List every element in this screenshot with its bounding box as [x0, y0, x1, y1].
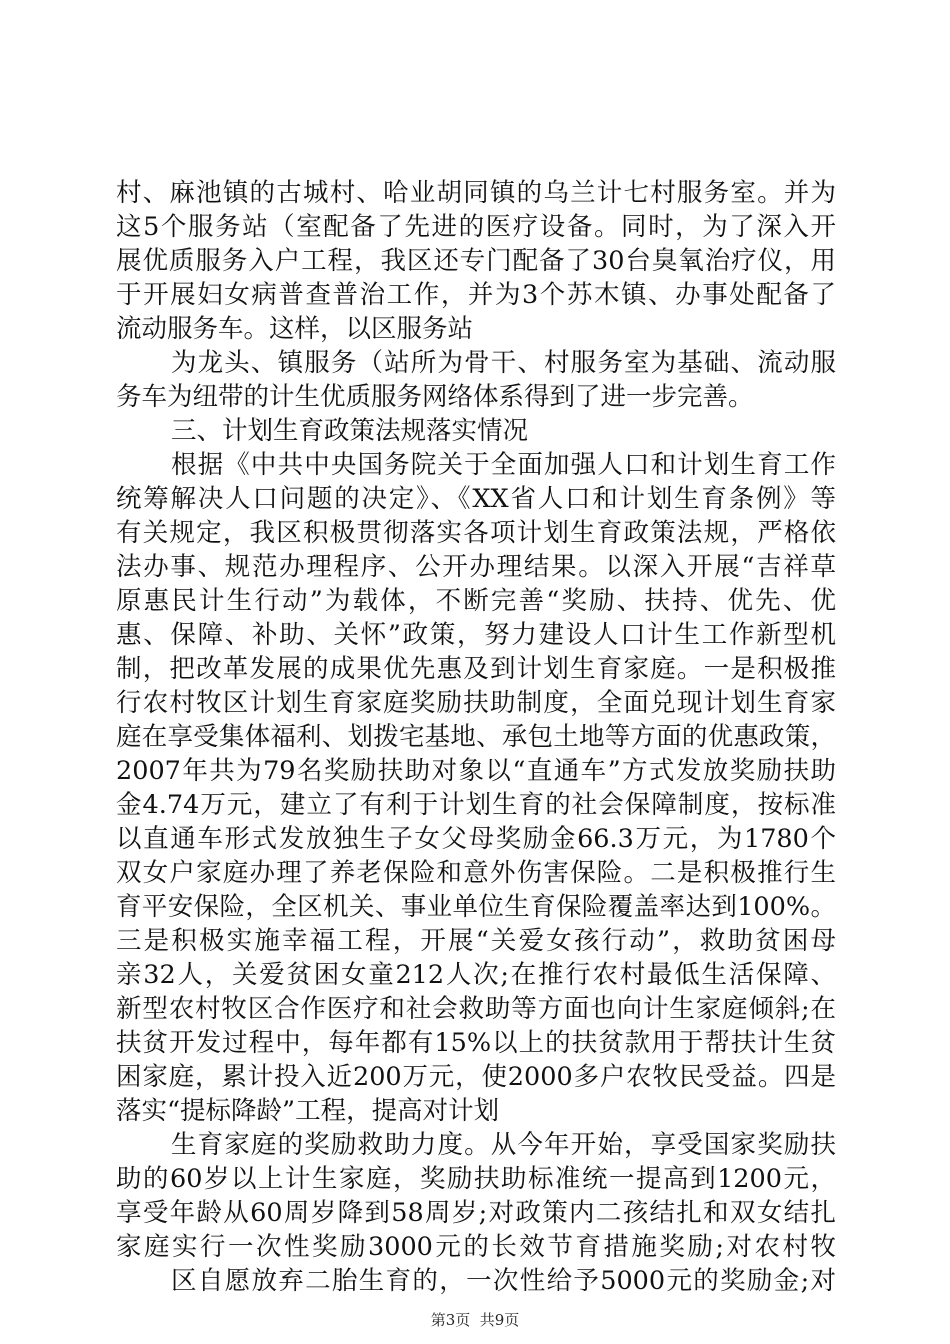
text-line: 于开展妇女病普查普治工作，并为3个苏木镇、办事处配备了 [116, 280, 836, 310]
text-line: 落实“提标降龄”工程，提高对计划 [116, 1096, 500, 1126]
text-line: 2007年共为79名奖励扶助对象以“直通车”方式发放奖励扶助 [116, 756, 836, 786]
text-line: 法办事、规范办理程序、公开办理结果。以深入开展“吉祥草 [116, 552, 836, 582]
text-line: 惠、保障、补助、关怀”政策，努力建设人口计生工作新型机 [116, 620, 836, 650]
text-line: 家庭实行一次性奖励3000元的长效节育措施奖励;对农村牧 [116, 1232, 836, 1262]
text-line: 金4.74万元，建立了有利于计划生育的社会保障制度，按标准 [116, 790, 836, 820]
page-footer: 第3页 共9页 [430, 1311, 520, 1329]
text-line: 原惠民计生行动”为载体，不断完善“奖励、扶持、优先、优 [116, 586, 836, 616]
text-line: 新型农村牧区合作医疗和社会救助等方面也向计生家庭倾斜;在 [116, 994, 836, 1024]
text-line: 统筹解决人口问题的决定》、《XX省人口和计划生育条例》等 [116, 484, 836, 514]
text-line: 生育家庭的奖励救助力度。从今年开始，享受国家奖励扶 [171, 1130, 836, 1160]
text-line: 为龙头、镇服务（站所为骨干、村服务室为基础、流动服 [171, 348, 836, 378]
text-line: 展优质服务入户工程，我区还专门配备了30台臭氧治疗仪，用 [116, 246, 836, 276]
text-line: 根据《中共中央国务院关于全面加强人口和计划生育工作 [171, 450, 836, 480]
text-line: 制，把改革发展的成果优先惠及到计划生育家庭。一是积极推 [116, 654, 836, 684]
text-line: 三是积极实施幸福工程，开展“关爱女孩行动”，救助贫困母 [116, 926, 836, 956]
text-line: 这5个服务站（室配备了先进的医疗设备。同时，为了深入开 [116, 212, 836, 242]
text-line: 村、麻池镇的古城村、哈业胡同镇的乌兰计七村服务室。并为 [116, 178, 836, 208]
text-line: 扶贫开发过程中，每年都有15%以上的扶贫款用于帮扶计生贫 [116, 1028, 836, 1058]
text-line: 育平安保险，全区机关、事业单位生育保险覆盖率达到100%。 [116, 892, 836, 922]
text-line: 庭在享受集体福利、划拨宅基地、承包土地等方面的优惠政策， [116, 722, 836, 752]
text-line: 区自愿放弃二胎生育的，一次性给予5000元的奖励金;对 [171, 1266, 836, 1296]
section-heading: 三、计划生育政策法规落实情况 [171, 416, 529, 446]
text-line: 享受年龄从60周岁降到58周岁;对政策内二孩结扎和双女结扎 [116, 1198, 836, 1228]
text-line: 流动服务车。这样，以区服务站 [116, 314, 474, 344]
text-line: 有关规定，我区积极贯彻落实各项计划生育政策法规，严格依 [116, 518, 836, 548]
text-line: 困家庭，累计投入近200万元，使2000多户农牧民受益。四是 [116, 1062, 836, 1092]
text-line: 行农村牧区计划生育家庭奖励扶助制度，全面兑现计划生育家 [116, 688, 836, 718]
text-line: 以直通车形式发放独生子女父母奖励金66.3万元，为1780个 [116, 824, 836, 854]
text-line: 务车为纽带的计生优质服务网络体系得到了进一步完善。 [116, 382, 754, 412]
text-line: 双女户家庭办理了养老保险和意外伤害保险。二是积极推行生 [116, 858, 836, 888]
text-line: 亲32人，关爱贫困女童212人次;在推行农村最低生活保障、 [116, 960, 836, 990]
text-line: 助的60岁以上计生家庭，奖励扶助标准统一提高到1200元， [116, 1164, 836, 1194]
